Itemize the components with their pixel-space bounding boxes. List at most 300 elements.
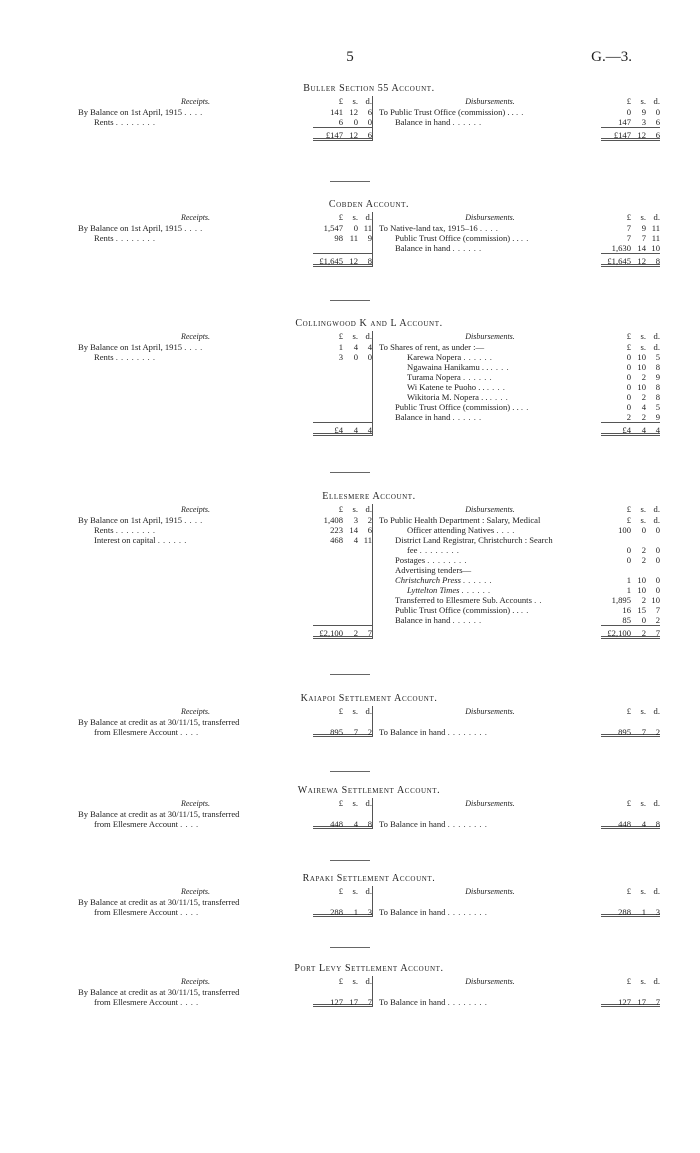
currency-pence: d. [365,331,372,341]
row-description [379,565,601,575]
row-text: To Public Trust Office (commission) . . [379,107,514,117]
row-text: To Balance in hand [379,727,446,737]
row-text: District Land Registrar, Christchurch : Search [395,535,553,545]
amount [601,422,660,436]
amount-shillings: 7 [353,727,358,737]
amount-pounds: 0 [626,372,631,382]
amount-pounds: 468 [330,535,343,545]
amount-pounds [601,565,631,575]
total-spacer [78,625,313,639]
leader-dots: . . . . . . . . [115,233,156,243]
disbursements-column [372,331,660,436]
leader-dots: . . . . [184,342,203,352]
ledger-row [379,605,660,615]
currency-pence: d. [365,212,372,222]
ledger-row [379,412,660,422]
leader-dots: . . . . . . [463,372,493,382]
row-text: Balance in hand [395,615,451,625]
disbursements-header [379,331,660,342]
row-text: Balance in hand [395,117,451,127]
leader-dots: . . . . [184,107,203,117]
amount-pence: 5 [655,352,660,362]
currency-pound: £ [338,798,343,808]
row-text: Balance in hand [395,412,451,422]
amount-pounds: 6 [338,117,343,127]
currency-shilling: s. [352,96,358,106]
amount [601,545,660,555]
row-description [78,535,313,545]
amount-pounds: 7 [626,233,631,243]
ledger-row [78,515,372,525]
amount [601,392,660,402]
account-title: Kaiapoi Settlement Account. [300,693,438,704]
spacer-row [78,575,372,585]
amount-shillings: 14 [637,243,646,253]
amount-pounds: 2 [626,412,631,422]
section-divider [330,947,370,948]
spacer-row [78,372,372,382]
disbursements-column [372,798,660,829]
ledger-row [78,809,372,819]
row-text: fee [407,545,418,555]
ledger-row [379,515,660,525]
spacer-row [78,382,372,392]
disbursements-header [379,798,660,809]
ledger-row [379,565,660,575]
leader-dots: . . [520,605,529,615]
row-text: To Balance in hand [379,907,446,917]
ledger-row [78,352,372,362]
ledger-row [379,997,660,1007]
receipts-header [78,976,372,987]
total-spacer [78,422,313,436]
currency-pence: d. [653,96,660,106]
receipts-label: Receipts. [180,707,211,716]
disbursements-column [372,886,660,917]
amount-shillings: 10 [637,585,646,595]
amount-shillings: 0 [353,223,358,233]
account-grid [78,212,660,267]
currency-pound: £ [626,504,631,514]
amount-shillings: 2 [353,628,358,638]
amount-shillings: 2 [641,628,646,638]
row-text: By Balance at credit as at 30/11/15, transferred [78,897,240,907]
amount-shillings: 4 [353,425,358,435]
row-text: Turama Nopera [407,372,461,382]
currency-shilling: s. [640,706,646,716]
amount-shillings: 2 [641,392,646,402]
disbursements-column [372,504,660,639]
ledger-row [379,402,660,412]
account-grid [78,706,660,737]
amount-pounds [313,809,343,819]
amount-pence: 8 [655,362,660,372]
ledger-row [379,392,660,402]
account-section [78,82,660,141]
amount-pence: 9 [367,233,372,243]
total-spacer [379,422,601,436]
disbursements-label: Disbursements. [465,213,515,222]
leader-dots: . . . . . . . . [115,525,156,535]
amount-pence: 4 [367,342,372,352]
account-section [78,317,660,436]
row-text: Officer attending Natives [407,525,495,535]
spacer-row [78,585,372,595]
leader-dots: . . . . . . . . [447,727,488,737]
row-text: Advertising tenders— [395,565,472,575]
amount [313,727,372,737]
row-text: Rents [94,352,114,362]
amount-pence: 2 [655,727,660,737]
currency-header [601,976,660,987]
account-grid [78,96,660,141]
row-description [379,525,601,535]
amount-pence: 2 [655,615,660,625]
currency-header [601,331,660,342]
currency-pence: d. [653,212,660,222]
receipts-column [78,976,372,1007]
amount-pence [358,717,372,727]
spacer-row [78,605,372,615]
row-description [379,412,601,422]
amount-pounds [313,987,343,997]
row-description [379,117,601,127]
amount-pounds: £ [626,342,631,352]
currency-pence: d. [653,706,660,716]
amount-pence: 8 [655,382,660,392]
currency-header [313,96,372,107]
currency-header [601,96,660,107]
amount-shillings [343,987,358,997]
disbursements-label: Disbursements. [465,799,515,808]
currency-pence: d. [653,976,660,986]
row-description [379,372,601,382]
leader-dots: . . . . . . [452,117,482,127]
receipts-column [78,706,372,737]
amount-pounds: 0 [626,362,631,372]
ledger-row [78,342,372,352]
account-title: Wairewa Settlement Account. [297,785,441,796]
leader-dots: . . . . . . . . [427,555,467,565]
account-title: Collingwood K and L Account. [295,318,443,329]
leader-dots: . . . . [479,223,499,233]
amount-pounds: £4 [622,425,631,435]
amount-pence: 0 [655,525,660,535]
section-divider [330,472,370,473]
leader-dots: . . [534,595,543,605]
row-description [78,987,313,997]
currency-pence: d. [653,331,660,341]
spacer-row [78,555,372,565]
amount-pence: 10 [651,243,660,253]
ledger-row [379,382,660,392]
row-description [379,223,601,233]
amount-pounds: 98 [334,233,343,243]
leader-dots: . . . . [489,392,509,402]
account-title: Rapaki Settlement Account. [302,873,436,884]
spacer-row [78,545,372,555]
currency-shilling: s. [352,331,358,341]
amount [601,595,660,605]
ledger-row [379,535,660,545]
receipts-header [78,504,372,515]
amount-pence: 7 [367,997,372,1007]
ledger-row [78,997,372,1007]
amount-pence: d. [653,515,660,525]
row-description [379,402,601,412]
currency-pence: d. [653,798,660,808]
amount-pence: 9 [655,372,660,382]
account-title: Port Levy Settlement Account. [294,963,444,974]
amount-shillings: s. [640,515,646,525]
amount [601,412,660,422]
amount [601,127,660,141]
amount-pence: 8 [655,256,660,266]
amount [313,819,372,829]
amount-pence: 5 [655,402,660,412]
receipts-header [78,212,372,223]
amount [601,997,660,1007]
row-description [78,717,313,727]
row-description [78,525,313,535]
row-description [78,819,313,829]
row-text: Lyttelton Times [407,585,460,595]
currency-shilling: s. [352,798,358,808]
spacer-row [78,565,372,575]
amount-pounds: 895 [330,727,343,737]
amount-shillings: 9 [641,107,646,117]
amount-pounds: 1,630 [611,243,631,253]
amount [601,382,660,392]
amount-pounds: 0 [626,402,631,412]
amount-pounds: 0 [626,382,631,392]
row-text: By Balance on 1st April, 1915 [78,342,183,352]
leader-dots: . . . . . . [463,352,493,362]
amount [313,127,372,141]
spacer-row [78,412,372,422]
document-code: G.—3. [591,49,632,65]
amount [601,223,660,233]
amount-pounds: £1,645 [319,256,343,266]
row-text: from Ellesmere Account [94,819,178,829]
account-grid [78,504,660,639]
account-section [78,784,660,829]
amount-pounds: 147 [618,117,631,127]
currency-shilling: s. [640,886,646,896]
currency-pound: £ [338,886,343,896]
currency-pound: £ [626,976,631,986]
ledger-row [78,987,372,997]
ledger-row [78,717,372,727]
leader-dots: . . . . [486,382,506,392]
currency-shilling: s. [640,798,646,808]
amount-pounds: 1,408 [323,515,343,525]
amount-pence: 4 [655,425,660,435]
ledger-row [379,372,660,382]
amount-pounds: 85 [622,615,631,625]
row-description [78,117,313,127]
currency-header [313,212,372,223]
disbursements-header [379,96,660,107]
receipts-label: Receipts. [180,213,211,222]
disbursements-label: Disbursements. [465,332,515,341]
currency-pence: d. [365,886,372,896]
amount-pounds: 0 [626,392,631,402]
currency-shilling: s. [640,504,646,514]
row-description [379,595,601,605]
amount-pence [646,809,660,819]
amount-pounds: 288 [618,907,631,917]
ledger-row [379,233,660,243]
ledger-row [78,907,372,917]
amount-shillings: 15 [637,605,646,615]
receipts-header [78,96,372,107]
currency-header [313,504,372,515]
amount-shillings: 4 [641,425,646,435]
leader-dots: . . . . [180,727,199,737]
currency-pence: d. [653,504,660,514]
row-text: Rents [94,117,114,127]
amount [601,575,660,585]
amount-shillings: 4 [353,819,358,829]
amount [601,525,660,535]
ledger-row [379,819,660,829]
currency-pence: d. [365,504,372,514]
row-text: from Ellesmere Account [94,997,178,1007]
amount-shillings: 12 [637,256,646,266]
row-text: By Balance on 1st April, 1915 [78,223,183,233]
amount-shillings: 1 [353,907,358,917]
amount-pounds: 1 [626,585,631,595]
ledger-row [379,555,660,565]
amount-pence: 0 [367,352,372,362]
currency-shilling: s. [640,212,646,222]
currency-pound: £ [626,96,631,106]
row-description [78,809,313,819]
account-grid [78,331,660,436]
amount-pence [358,987,372,997]
row-description [379,362,601,372]
disbursements-header [379,886,660,897]
amount-pounds: 288 [330,907,343,917]
amount-shillings [631,535,646,545]
ledger-row [379,717,660,727]
amount-shillings: 12 [349,107,358,117]
amount-pounds: £147 [613,130,631,140]
leader-dots: . . . . . . [463,575,493,585]
ledger-row [379,897,660,907]
amount-shillings: 0 [353,117,358,127]
receipts-column [78,886,372,917]
amount-pence: 7 [655,997,660,1007]
amount-shillings: 4 [641,819,646,829]
amount-pence: d. [653,342,660,352]
amount-pence: 3 [367,907,372,917]
ledger-row [379,342,660,352]
amount [313,535,372,545]
disbursements-column [372,96,660,141]
leader-dots: . . . . . . . . [115,352,156,362]
receipts-column [78,96,372,141]
amount-pounds [601,535,631,545]
row-description [379,382,601,392]
currency-header [313,798,372,809]
amount-pence: 8 [367,819,372,829]
row-description [78,233,313,243]
row-description [379,585,601,595]
receipts-label: Receipts. [180,332,211,341]
section-divider [330,674,370,675]
amount [313,525,372,535]
currency-header [601,798,660,809]
account-title: Ellesmere Account. [322,491,416,502]
amount [601,253,660,267]
receipts-label: Receipts. [180,887,211,896]
spacer-row [78,362,372,372]
receipts-header [78,331,372,342]
leader-dots: . . . . . . [461,585,491,595]
amount [601,362,660,372]
row-description [78,515,313,525]
currency-pence: d. [653,886,660,896]
amount-pounds: 141 [330,107,343,117]
row-description [379,555,601,565]
ledger-row [78,233,372,243]
row-text: Wi Katene te Puoho . . [407,382,485,392]
amount-pence: 9 [655,412,660,422]
row-description [379,233,601,243]
amount-pence: 6 [367,130,372,140]
amount [601,555,660,565]
amount-pence [646,535,660,545]
amount-shillings: 2 [641,595,646,605]
row-text: from Ellesmere Account [94,727,178,737]
row-description [379,819,601,829]
row-description [379,352,601,362]
amount [313,515,372,525]
amount-shillings: 17 [349,997,358,1007]
account-title: Buller Section 55 Account. [303,83,435,94]
amount-shillings: 14 [349,525,358,535]
spacer-row [78,392,372,402]
amount-pence [646,565,660,575]
amount [601,625,660,639]
row-description [379,897,601,907]
amount [313,253,372,267]
currency-pound: £ [338,706,343,716]
amount-pounds: £4 [334,425,343,435]
amount-pounds: 0 [626,545,631,555]
amount-shillings: 3 [353,515,358,525]
leader-dots: . . . . [184,515,203,525]
disbursements-header [379,504,660,515]
amount [601,605,660,615]
disbursements-label: Disbursements. [465,97,515,106]
disbursements-header [379,706,660,717]
leader-dots: . . . . . . . . [447,997,488,1007]
amount-shillings: 17 [637,997,646,1007]
amount-pounds: 1,547 [323,223,343,233]
currency-header [601,706,660,717]
amount [601,372,660,382]
row-text: Ngawaina Hanikamu . . [407,362,489,372]
amount-pounds: 127 [618,997,631,1007]
currency-shilling: s. [352,212,358,222]
amount-pounds: 127 [330,997,343,1007]
row-text: Transferred to Ellesmere Sub. Accounts [395,595,532,605]
currency-shilling: s. [640,96,646,106]
currency-header [313,886,372,897]
